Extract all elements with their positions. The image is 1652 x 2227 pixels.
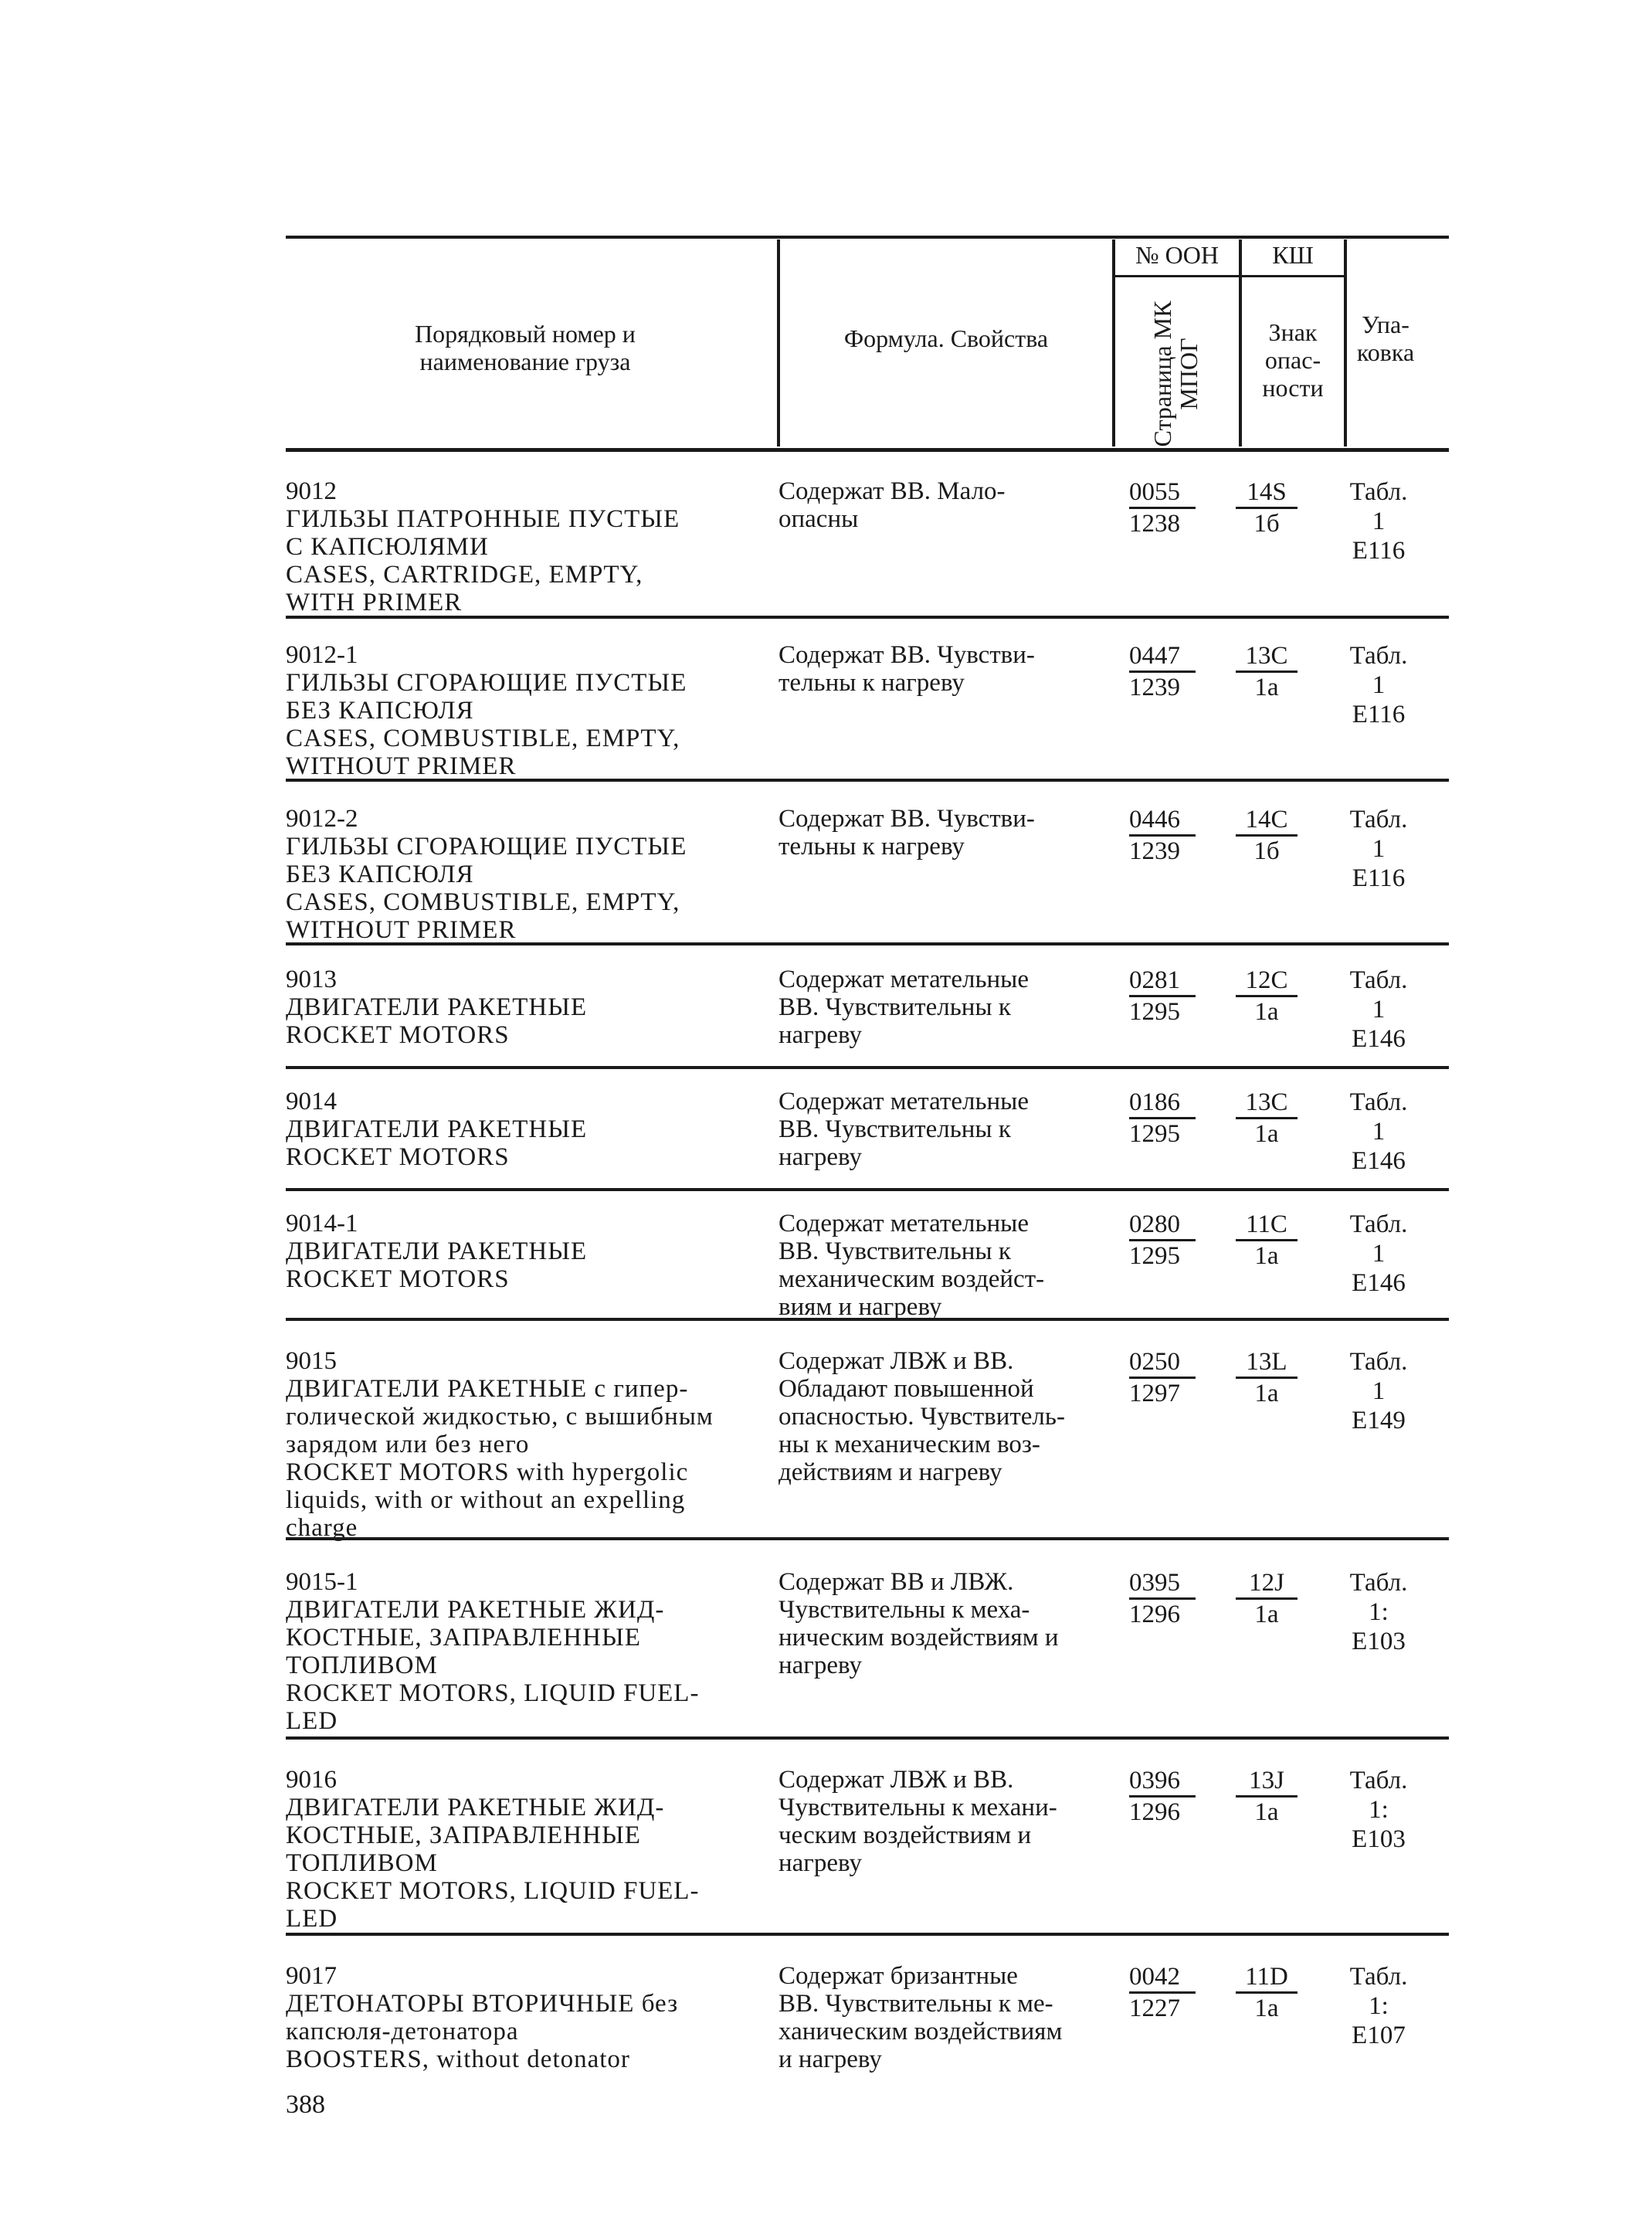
cargo-name-line: ROCKET MOTORS — [286, 1021, 510, 1049]
cargo-name-line: ДВИГАТЕЛИ РАКЕТНЫЕ ЖИД- — [286, 1794, 665, 1821]
properties-cell — [779, 1766, 1112, 1877]
cargo-name-line: ROCKET MOTORS, LIQUID FUEL- — [286, 1679, 700, 1707]
cargo-name-line: ДВИГАТЕЛИ РАКЕТНЫЕ — [286, 1237, 588, 1265]
hazard-sign: 1а — [1254, 998, 1279, 1026]
packaging-line: Е116 — [1352, 701, 1406, 728]
packaging-line: Табл. — [1349, 806, 1408, 833]
properties-line: Чувствительны к механи- — [779, 1794, 1057, 1821]
properties-line: ническим воздействиям и — [779, 1624, 1059, 1652]
cargo-name-line: CASES, CARTRIDGE, EMPTY, — [286, 561, 643, 589]
cargo-name-line: WITH PRIMER — [286, 589, 463, 616]
hazard-sign: 1а — [1254, 1120, 1279, 1148]
cargo-name-line: С КАПСЮЛЯМИ — [286, 533, 489, 561]
properties-cell — [779, 805, 1112, 861]
cargo-name-cell — [286, 1088, 772, 1171]
ksh-cell — [1236, 641, 1328, 702]
mk-mpog-page: 1227 — [1129, 1994, 1180, 2022]
hazard-sign: 1а — [1254, 1242, 1279, 1270]
properties-cell — [779, 641, 1112, 697]
un-number: 0280 — [1129, 1210, 1196, 1241]
packaging-line: 1 — [1372, 1118, 1386, 1146]
cargo-name-line: ДВИГАТЕЛИ РАКЕТНЫЕ — [286, 993, 588, 1021]
packaging-cell — [1336, 1088, 1429, 1176]
packaging-line: Табл. — [1349, 1569, 1408, 1597]
packaging-cell — [1336, 966, 1429, 1054]
header-un-number: № ООН — [1135, 241, 1219, 269]
cargo-name-line: liquids, with or without an expelling — [286, 1486, 686, 1514]
un-number-cell — [1129, 1962, 1206, 2023]
ksh-cell — [1236, 805, 1328, 866]
un-group-rule — [1115, 275, 1239, 277]
header-divider-4 — [1344, 239, 1347, 446]
cargo-name-cell — [286, 1962, 772, 2073]
properties-line: Содержат ВВ. Мало- — [779, 477, 1006, 505]
cargo-name-line: BOOSTERS, without detonator — [286, 2045, 630, 2073]
un-number: 0055 — [1129, 477, 1196, 509]
properties-line: ВВ. Чувствительны к — [779, 1237, 1011, 1265]
cargo-name-line: ГИЛЬЗЫ ПАТРОННЫЕ ПУСТЫЕ — [286, 505, 680, 533]
ksh-cell — [1236, 477, 1328, 538]
cargo-name-line: ГИЛЬЗЫ СГОРАЮЩИЕ ПУСТЫЕ — [286, 833, 687, 861]
un-number-cell — [1129, 641, 1206, 702]
properties-cell — [779, 477, 1112, 533]
header-col-properties: Формула. Свойства — [843, 324, 1049, 352]
cargo-name-line: ДВИГАТЕЛИ РАКЕТНЫЕ ЖИД- — [286, 1596, 665, 1624]
ksh-code: 14C — [1236, 805, 1298, 837]
properties-line: нагреву — [779, 1143, 862, 1171]
un-number-cell — [1129, 1088, 1206, 1149]
packaging-cell — [1336, 1347, 1429, 1435]
packaging-line: Табл. — [1349, 966, 1408, 994]
ksh-code: 12C — [1236, 966, 1298, 997]
cargo-name-line: CASES, COMBUSTIBLE, EMPTY, — [286, 725, 680, 752]
properties-line: Чувствительны к меха- — [779, 1596, 1030, 1624]
packaging-cell — [1336, 1210, 1429, 1298]
page-number: 388 — [286, 2090, 325, 2119]
properties-line: Содержат метательные — [779, 966, 1029, 993]
properties-line: и нагреву — [779, 2045, 882, 2073]
properties-line: тельны к нагреву — [779, 669, 965, 697]
header-divider-2 — [1112, 239, 1115, 446]
cargo-name-line: CASES, COMBUSTIBLE, EMPTY, — [286, 888, 680, 916]
mk-mpog-page: 1295 — [1129, 1120, 1180, 1148]
properties-line: Содержат ЛВЖ и ВВ. — [779, 1766, 1014, 1794]
cargo-number: 9014 — [286, 1088, 337, 1115]
properties-cell — [779, 1088, 1112, 1171]
cargo-name-line: зарядом или без него — [286, 1431, 530, 1458]
properties-line: нагреву — [779, 1021, 862, 1049]
cargo-number: 9012 — [286, 477, 337, 505]
ksh-cell — [1236, 1766, 1328, 1827]
packaging-line: 1 — [1372, 508, 1386, 535]
header-col-name: Порядковый номер и наименование груза — [415, 320, 636, 375]
properties-cell — [779, 966, 1112, 1049]
header-packaging: Упа-ковка — [1356, 311, 1415, 366]
table-top-rule — [286, 236, 1449, 239]
properties-line: Содержат ВВ. Чувстви- — [779, 641, 1035, 669]
ksh-code: 11D — [1236, 1962, 1298, 1994]
properties-line: Обладают повышенной — [779, 1375, 1034, 1403]
packaging-line: Е103 — [1352, 1628, 1406, 1655]
packaging-cell — [1336, 477, 1429, 565]
un-number: 0281 — [1129, 966, 1196, 997]
ksh-group-rule — [1242, 275, 1344, 277]
packaging-line: Е116 — [1352, 537, 1406, 565]
un-number-cell — [1129, 966, 1206, 1027]
properties-line: действиям и нагреву — [779, 1458, 1002, 1486]
un-number-cell — [1129, 1210, 1206, 1271]
properties-line: Содержат ВВ. Чувстви- — [779, 805, 1035, 833]
un-number-cell — [1129, 1568, 1206, 1629]
packaging-line: Табл. — [1349, 1963, 1408, 1991]
packaging-line: Е107 — [1352, 2022, 1406, 2049]
mk-mpog-page: 1238 — [1129, 510, 1180, 538]
mk-mpog-page: 1239 — [1129, 674, 1180, 701]
packaging-line: Табл. — [1349, 1210, 1408, 1238]
cargo-name-line: ROCKET MOTORS, LIQUID FUEL- — [286, 1877, 700, 1905]
ksh-cell — [1236, 1088, 1328, 1149]
un-number-cell — [1129, 1766, 1206, 1827]
packaging-line: 1: — [1369, 1598, 1389, 1626]
ksh-cell — [1236, 966, 1328, 1027]
packaging-line: Табл. — [1349, 478, 1408, 506]
packaging-line: 1 — [1372, 996, 1386, 1024]
cargo-name-line: КОСТНЫЕ, ЗАПРАВЛЕННЫЕ — [286, 1821, 641, 1849]
hazard-sign: 1б — [1253, 510, 1280, 538]
hazard-sign: 1а — [1254, 1798, 1279, 1826]
cargo-number: 9013 — [286, 966, 337, 993]
packaging-cell — [1336, 805, 1429, 893]
packaging-cell — [1336, 1962, 1429, 2050]
cargo-name-line: ДЕТОНАТОРЫ ВТОРИЧНЫЕ без — [286, 1990, 679, 2018]
header-mk-mpog-page: Страница МК МПОГ — [1148, 300, 1203, 447]
packaging-cell — [1336, 641, 1429, 729]
packaging-cell — [1336, 1766, 1429, 1854]
un-number: 0186 — [1129, 1088, 1196, 1119]
un-number-cell — [1129, 805, 1206, 866]
un-number: 0396 — [1129, 1766, 1196, 1798]
ksh-code: 13J — [1236, 1766, 1298, 1798]
properties-line: Содержат ВВ и ЛВЖ. — [779, 1568, 1014, 1596]
cargo-name-cell — [286, 1766, 772, 1933]
cargo-name-line: WITHOUT PRIMER — [286, 752, 517, 780]
properties-line: виям и нагреву — [779, 1293, 942, 1321]
cargo-name-line: ДВИГАТЕЛИ РАКЕТНЫЕ с гипер- — [286, 1375, 689, 1403]
cargo-name-line: ROCKET MOTORS with hypergolic — [286, 1458, 689, 1486]
hazard-sign: 1а — [1254, 674, 1279, 701]
ksh-code: 14S — [1236, 477, 1298, 509]
ksh-cell — [1236, 1568, 1328, 1629]
cargo-name-line: БЕЗ КАПСЮЛЯ — [286, 861, 474, 888]
cargo-number: 9016 — [286, 1766, 337, 1794]
cargo-name-cell — [286, 966, 772, 1049]
row-separator-rule — [286, 1188, 1449, 1191]
table-header-bottom-rule — [286, 448, 1449, 452]
hazard-sign: 1а — [1254, 1380, 1279, 1407]
ksh-code: 13L — [1236, 1347, 1298, 1379]
header-hazard-sign: Знак опас-ности — [1262, 318, 1324, 402]
un-number: 0250 — [1129, 1347, 1196, 1379]
cargo-name-line: БЕЗ КАПСЮЛЯ — [286, 697, 474, 725]
cargo-number: 9012-2 — [286, 805, 358, 833]
cargo-name-line: капсюля-детонатора — [286, 2018, 519, 2045]
cargo-number: 9012-1 — [286, 641, 358, 669]
header-divider-3 — [1239, 239, 1242, 446]
properties-line: ны к механическим воз- — [779, 1431, 1040, 1458]
mk-mpog-page: 1295 — [1129, 1242, 1180, 1270]
packaging-line: Табл. — [1349, 1348, 1408, 1376]
properties-line: Содержат бризантные — [779, 1962, 1018, 1990]
header-ksh: КШ — [1272, 241, 1314, 269]
un-number: 0395 — [1129, 1568, 1196, 1600]
mk-mpog-page: 1239 — [1129, 837, 1180, 865]
row-separator-rule — [286, 1736, 1449, 1740]
cargo-number: 9015-1 — [286, 1568, 358, 1596]
hazard-sign: 1а — [1254, 1601, 1279, 1628]
packaging-line: 1 — [1372, 1240, 1386, 1268]
mk-mpog-page: 1296 — [1129, 1601, 1180, 1628]
cargo-name-line: WITHOUT PRIMER — [286, 916, 517, 944]
un-number-cell — [1129, 477, 1206, 538]
properties-cell — [779, 1347, 1112, 1486]
properties-line: Содержат ЛВЖ и ВВ. — [779, 1347, 1014, 1375]
packaging-line: Е146 — [1352, 1147, 1406, 1175]
cargo-name-line: ТОПЛИВОМ — [286, 1849, 438, 1877]
packaging-line: Е146 — [1352, 1269, 1406, 1297]
properties-line: механическим воздейст- — [779, 1265, 1045, 1293]
properties-line: опасностью. Чувствитель- — [779, 1403, 1065, 1431]
properties-line: ВВ. Чувствительны к ме- — [779, 1990, 1053, 2018]
mk-mpog-page: 1295 — [1129, 998, 1180, 1026]
cargo-name-line: ROCKET MOTORS — [286, 1265, 510, 1293]
cargo-number: 9017 — [286, 1962, 337, 1990]
properties-cell — [779, 1568, 1112, 1679]
cargo-name-line: ТОПЛИВОМ — [286, 1652, 438, 1679]
packaging-line: Е149 — [1352, 1407, 1406, 1434]
packaging-line: Е116 — [1352, 864, 1406, 892]
row-separator-rule — [286, 1066, 1449, 1069]
packaging-cell — [1336, 1568, 1429, 1656]
properties-line: тельны к нагреву — [779, 833, 965, 861]
properties-line: ханическим воздействиям — [779, 2018, 1063, 2045]
properties-line: опасны — [779, 505, 859, 533]
cargo-name-line: голической жидкостью, с вышибным — [286, 1403, 714, 1431]
row-separator-rule — [286, 1933, 1449, 1936]
cargo-name-cell — [286, 1347, 772, 1542]
properties-line: нагреву — [779, 1652, 862, 1679]
cargo-name-cell — [286, 641, 772, 780]
cargo-name-cell — [286, 805, 772, 944]
ksh-code: 13C — [1236, 641, 1298, 673]
ksh-cell — [1236, 1347, 1328, 1408]
cargo-name-line: ГИЛЬЗЫ СГОРАЮЩИЕ ПУСТЫЕ — [286, 669, 687, 697]
hazard-sign: 1а — [1254, 1994, 1279, 2022]
ksh-cell — [1236, 1962, 1328, 2023]
properties-cell — [779, 1210, 1112, 1321]
properties-line: ВВ. Чувствительны к — [779, 993, 1011, 1021]
ksh-code: 13C — [1236, 1088, 1298, 1119]
mk-mpog-page: 1296 — [1129, 1798, 1180, 1826]
packaging-line: Е146 — [1352, 1025, 1406, 1053]
packaging-line: Е103 — [1352, 1825, 1406, 1853]
cargo-name-cell — [286, 477, 772, 616]
un-number: 0446 — [1129, 805, 1196, 837]
hazard-sign: 1б — [1253, 837, 1280, 865]
packaging-line: 1 — [1372, 1377, 1386, 1405]
cargo-name-line: charge — [286, 1514, 358, 1542]
properties-line: Содержат метательные — [779, 1088, 1029, 1115]
packaging-line: 1 — [1372, 835, 1386, 863]
properties-line: ВВ. Чувствительны к — [779, 1115, 1011, 1143]
packaging-line: 1: — [1369, 1796, 1389, 1824]
cargo-name-line: LED — [286, 1905, 338, 1933]
un-number: 0042 — [1129, 1962, 1196, 1994]
properties-line: Содержат метательные — [779, 1210, 1029, 1237]
cargo-name-cell — [286, 1210, 772, 1293]
ksh-cell — [1236, 1210, 1328, 1271]
cargo-name-line: LED — [286, 1707, 338, 1735]
cargo-name-line: КОСТНЫЕ, ЗАПРАВЛЕННЫЕ — [286, 1624, 641, 1652]
properties-line: ческим воздействиям и — [779, 1821, 1032, 1849]
cargo-name-line: ДВИГАТЕЛИ РАКЕТНЫЕ — [286, 1115, 588, 1143]
un-number-cell — [1129, 1347, 1206, 1408]
cargo-name-cell — [286, 1568, 772, 1735]
ksh-code: 12J — [1236, 1568, 1298, 1600]
cargo-number: 9015 — [286, 1347, 337, 1375]
packaging-line: 1: — [1369, 1992, 1389, 2020]
properties-cell — [779, 1962, 1112, 2073]
packaging-line: 1 — [1372, 671, 1386, 699]
packaging-line: Табл. — [1349, 642, 1408, 670]
mk-mpog-page: 1297 — [1129, 1380, 1180, 1407]
cargo-number: 9014-1 — [286, 1210, 358, 1237]
packaging-line: Табл. — [1349, 1088, 1408, 1116]
un-number: 0447 — [1129, 641, 1196, 673]
cargo-name-line: ROCKET MOTORS — [286, 1143, 510, 1171]
properties-line: нагреву — [779, 1849, 862, 1877]
packaging-line: Табл. — [1349, 1767, 1408, 1794]
ksh-code: 11C — [1236, 1210, 1298, 1241]
